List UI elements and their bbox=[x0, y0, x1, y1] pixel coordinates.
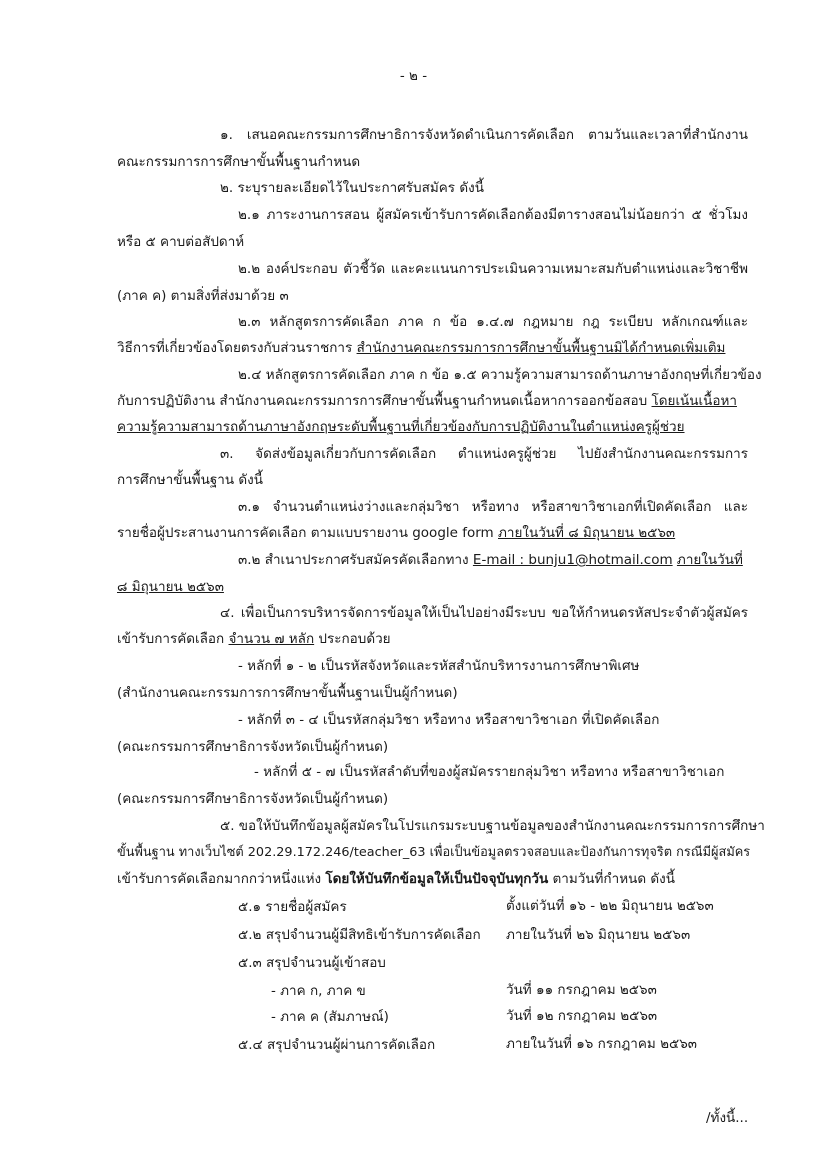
schedule-date: วันที่ ๑๑ กรกฎาคม ๒๕๖๓ bbox=[506, 982, 657, 998]
item4-line2 bbox=[117, 629, 391, 649]
item4-line1: ๔. เพื่อเป็นการบริหารจัดการข้อมูลให้เป็นไปอย่างมีระบบ ขอให้กำหนดรหัสประจำตัวผู้สมัคร bbox=[220, 605, 748, 621]
item1-line2: คณะกรรมการการศึกษาขั้นพื้นฐานกำหนด bbox=[117, 154, 361, 170]
schedule-label: - ภาค ค (สัมภาษณ์) bbox=[271, 1009, 389, 1025]
item5-line3-tail: ตามวันที่กำหนด ดังนี้ bbox=[548, 871, 675, 887]
schedule-label: ๕.๑ รายชื่อผู้สมัคร bbox=[238, 899, 347, 915]
item2-4-line2-underlined: โดยเน้นเนื้อหา bbox=[651, 393, 737, 409]
item2-1-line2: หรือ ๕ คาบต่อสัปดาห์ bbox=[117, 234, 245, 250]
schedule-label: ๕.๒ สรุปจำนวนผู้มีสิทธิเข้ารับการคัดเลือก bbox=[238, 927, 481, 943]
item4-line2-tail: ประกอบด้วย bbox=[314, 631, 391, 647]
item2-4-line2 bbox=[117, 391, 737, 411]
item1-line1: ๑. เสนอคณะกรรมการศึกษาธิการจังหวัดดำเนินการคัดเลือก ตามวันและเวลาที่สำนักงาน bbox=[220, 127, 748, 143]
schedule-label: - ภาค ก, ภาค ข bbox=[271, 983, 366, 999]
schedule-date: ภายในวันที่ ๑๖ กรกฎาคม ๒๕๖๓ bbox=[506, 1036, 698, 1052]
item2-2-line2: (ภาค ค) ตามสิ่งที่ส่งมาด้วย ๓ bbox=[117, 288, 289, 304]
item4-digit-count: จำนวน ๗ หลัก bbox=[228, 631, 315, 647]
item3-1-line2-text: รายชื่อผู้ประสานงานการคัดเลือก ตามแบบรายงาน google form bbox=[117, 525, 498, 541]
item3-1-line2 bbox=[117, 523, 675, 543]
item3-1-line1: ๓.๑ จำนวนตำแหน่งว่างและกลุ่มวิชา หรือทาง หรือสาขาวิชาเอกที่เปิดคัดเลือก และ bbox=[238, 499, 748, 515]
item3-line2: การศึกษาขั้นพื้นฐาน ดังนี้ bbox=[117, 472, 263, 488]
item3-2-text: ๓.๒ สำเนาประกาศรับสมัครคัดเลือกทาง bbox=[238, 552, 473, 568]
item3-line1: ๓. จัดส่งข้อมูลเกี่ยวกับการคัดเลือก ตำแหน่งครูผู้ช่วย ไปยังสำนักงานคณะกรรมการ bbox=[220, 446, 748, 462]
item4-digits-1-2: - หลักที่ ๑ - ๒ เป็นรหัสจังหวัดและรหัสสำนักบริหารงานการศึกษาพิเศษ bbox=[238, 658, 640, 674]
schedule-date: ภายในวันที่ ๒๖ มิถุนายน ๒๕๖๓ bbox=[506, 927, 691, 943]
page-number: - ๒ - bbox=[399, 68, 428, 84]
schedule-label: ๕.๓ สรุปจำนวนผู้เข้าสอบ bbox=[238, 955, 386, 971]
schedule-date: วันที่ ๑๒ กรกฎาคม ๒๕๖๓ bbox=[506, 1008, 658, 1024]
item4-digits-3-4-note: (คณะกรรมการศึกษาธิการจังหวัดเป็นผู้กำหนด) bbox=[117, 739, 389, 755]
item2-4-line2-text: กับการปฏิบัติงาน สำนักงานคณะกรรมการการศึกษาขั้นพื้นฐานกำหนดเนื้อหาการออกข้อสอบ bbox=[117, 393, 652, 409]
item4-digits-5-7: - หลักที่ ๕ - ๗ เป็นรหัสลำดับที่ของผู้สมัครรายกลุ่มวิชา หรือทาง หรือสาขาวิชาเอก bbox=[254, 764, 725, 780]
item2-3-line2-underlined: สำนักงานคณะกรรมการการศึกษาขั้นพื้นฐานมิได้กำหนดเพิ่มเติม bbox=[356, 340, 726, 356]
item4-digits-3-4: - หลักที่ ๓ - ๔ เป็นรหัสกลุ่มวิชา หรือทาง หรือสาขาวิชาเอก ที่เปิดคัดเลือก bbox=[238, 712, 660, 728]
item2-4-line3: ความรู้ความสามารถด้านภาษาอังกฤษระดับพื้นฐานที่เกี่ยวข้องกับการปฏิบัติงานในตำแหน่งครูผู้ช่วย bbox=[117, 419, 685, 435]
schedule-date: ตั้งแต่วันที่ ๑๖ - ๒๒ มิถุนายน ๒๕๖๓ bbox=[506, 898, 714, 914]
item3-2-deadline: ภายในวันที่ bbox=[676, 552, 743, 568]
item3-1-deadline: ภายในวันที่ ๘ มิถุนายน ๒๕๖๓ bbox=[498, 525, 676, 541]
item2-heading: ๒. ระบุรายละเอียดไว้ในประกาศรับสมัคร ดังนี้ bbox=[220, 180, 484, 196]
item2-3-line1: ๒.๓ หลักสูตรการคัดเลือก ภาค ก ข้อ ๑.๔.๗ กฎหมาย กฎ ระเบียบ หลักเกณฑ์และ bbox=[238, 314, 748, 330]
continuation-marker: /ทั้งนี้... bbox=[706, 1110, 749, 1126]
item5-line3 bbox=[117, 869, 675, 889]
item2-1-line1: ๒.๑ ภาระงานการสอน ผู้สมัครเข้ารับการคัดเลือกต้องมีตารางสอนไม่น้อยกว่า ๕ ชั่วโมง bbox=[238, 207, 748, 223]
item5-line2: ขั้นพื้นฐาน ทางเว็บไซต์ 202.29.172.246/teacher_63 เพื่อเป็นข้อมูลตรวจสอบและป้องกันการทุจริต กรณีมีผู้สมัคร bbox=[117, 845, 751, 860]
item2-3-line2-text: วิธีการที่เกี่ยวข้องโดยตรงกับส่วนราชการ bbox=[117, 340, 357, 356]
item4-line2-text: เข้ารับการคัดเลือก bbox=[117, 631, 229, 647]
item3-2-email: E-mail : bunju1@hotmail.com bbox=[472, 552, 673, 568]
item2-2-line1: ๒.๒ องค์ประกอบ ตัวชี้วัด และคะแนนการประเมินความเหมาะสมกับตำแหน่งและวิชาชีพ bbox=[238, 261, 748, 277]
item3-2-line1 bbox=[238, 550, 743, 570]
item2-4-line1: ๒.๔ หลักสูตรการคัดเลือก ภาค ก ข้อ ๑.๕ ความรู้ความสามารถด้านภาษาอังกฤษที่เกี่ยวข้อง bbox=[238, 367, 762, 383]
item5-line3-text: เข้ารับการคัดเลือกมากกว่าหนึ่งแห่ง bbox=[117, 871, 326, 887]
item3-2-line2: ๘ มิถุนายน ๒๕๖๓ bbox=[117, 579, 224, 595]
item5-line1: ๕. ขอให้บันทึกข้อมูลผู้สมัครในโปรแกรมระบบฐานข้อมูลของสำนักงานคณะกรรมการการศึกษา bbox=[220, 818, 765, 834]
item4-digits-1-2-note: (สำนักงานคณะกรรมการการศึกษาขั้นพื้นฐานเป็นผู้กำหนด) bbox=[117, 685, 458, 701]
item2-3-line2 bbox=[117, 338, 725, 358]
schedule-label: ๕.๔ สรุปจำนวนผู้ผ่านการคัดเลือก bbox=[238, 1037, 436, 1053]
item4-digits-5-7-note: (คณะกรรมการศึกษาธิการจังหวัดเป็นผู้กำหนด) bbox=[117, 791, 389, 807]
item5-line3-emphasis: โดยให้บันทึกข้อมูลให้เป็นปัจจุบันทุกวัน bbox=[325, 871, 549, 887]
